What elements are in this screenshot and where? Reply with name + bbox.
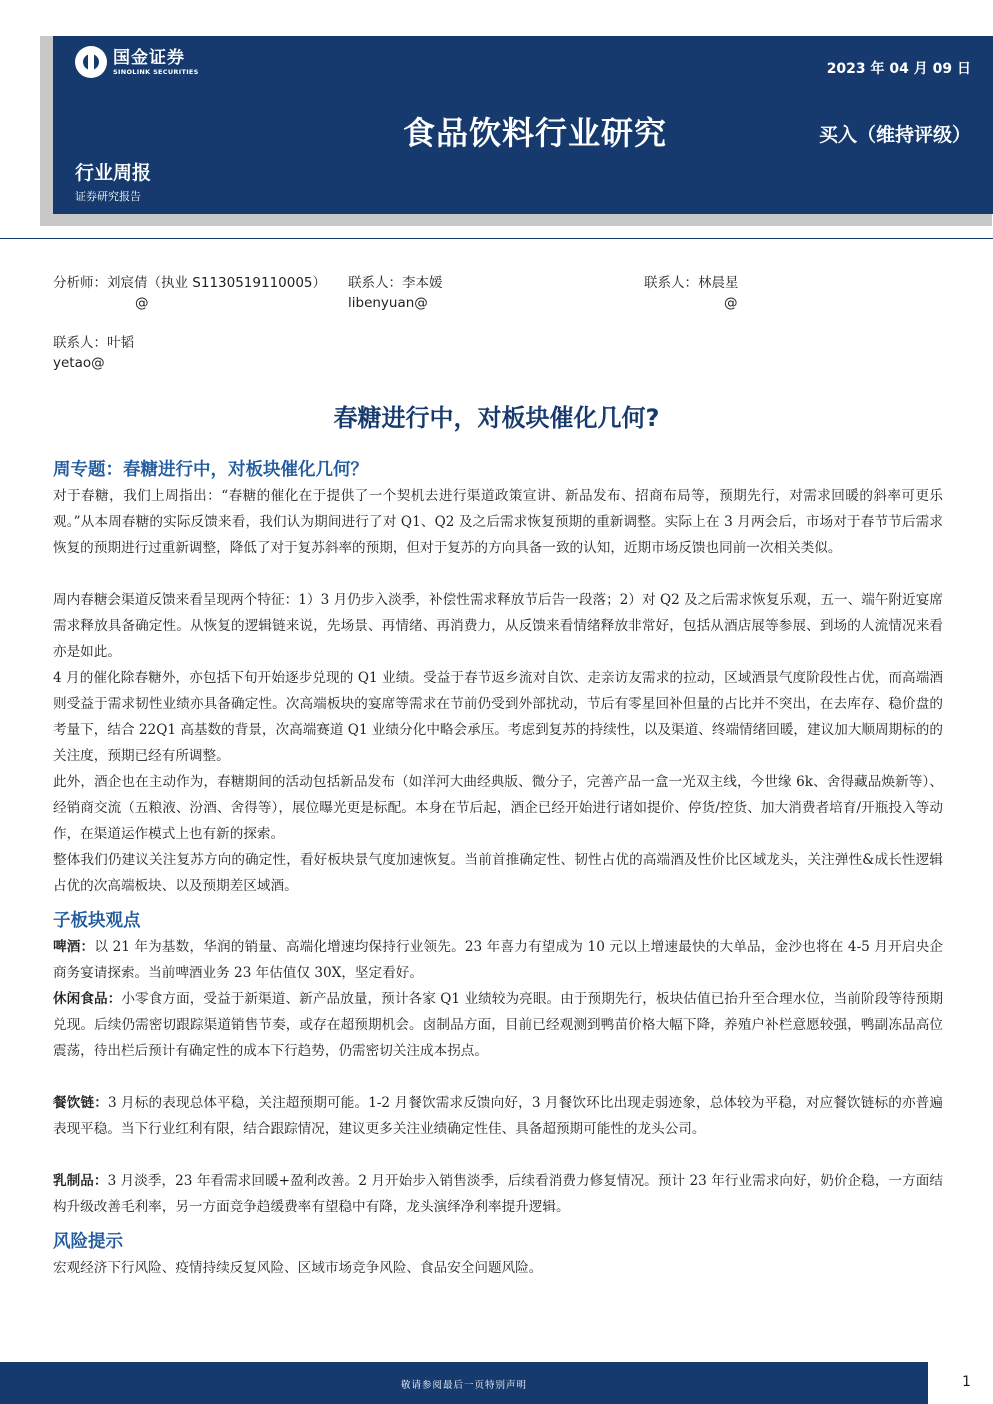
- analyst-4-name: 联系人：叶韬: [53, 335, 134, 351]
- paragraph-snack: [53, 986, 943, 1064]
- disclaimer-note: 敬请参阅最后一页特别声明: [400, 1380, 527, 1391]
- industry-title: 食品饮料行业研究: [403, 114, 668, 152]
- paragraph: 此外，酒企也在主动作为，春糖期间的活动包括新品发布（如洋河大曲经典版、微分子，完善产品一盒一光双主线，今世缘 6k、舍得藏品焕新等）、经销商交流（五粮液、汾酒、舍得等），展位曝光更是标配。本身在节后起，酒企已经开始进行诸如提价、停货/控货、加大消费者培育/开瓶投入等动作，在渠道运作模式上也有新的探索。: [53, 774, 943, 842]
- label-dairy: 乳制品：: [53, 1173, 108, 1189]
- rating: 买入（维持评级）: [818, 124, 971, 146]
- paragraph-beer: [53, 934, 943, 986]
- analyst-3-email[interactable]: @: [724, 295, 738, 311]
- section-heading-weekly: 周专题：春糖进行中，对板块催化几何？: [53, 460, 368, 480]
- paragraph: 整体我们仍建议关注复苏方向的确定性，看好板块景气度加速恢复。当前首推确定性、韧性占优的高端酒及性价比区域龙头，关注弹性&成长性逻辑占优的次高端板块、以及预期差区域酒。: [53, 852, 943, 894]
- analyst-1-name: 分析师：刘宸倩（执业 S1130519110005）: [53, 275, 327, 291]
- label-snack: 休闲食品：: [53, 991, 122, 1007]
- paragraph-dairy: [53, 1168, 943, 1220]
- report-main-title: 春糖进行中，对板块催化几何?: [333, 404, 660, 432]
- label-catering: 餐饮链：: [53, 1095, 108, 1111]
- company-logo: [75, 46, 199, 78]
- paragraph: 周内春糖会渠道反馈来看呈现两个特征：1）3 月仍步入淡季，补偿性需求释放节后告一段落；2）对 Q2 及之后需求恢复乐观，五一、端午附近宴席需求释放具备确定性。从恢复的逻辑链来说，先场景、再情绪、再消费力，从反馈来看情绪释放非常好，包括从酒店展等参展、到场的人流情况来看亦是如此。: [53, 592, 943, 660]
- paragraph: 对于春糖，我们上周指出：“春糖的催化在于提供了一个契机去进行渠道政策宣讲、新品发布、招商布局等，预期先行，对需求回暖的斜率可更乐观。”从本周春糖的实际反馈来看，我们认为期间进行了对 Q1、Q2 及之后需求恢复预期的重新调整。实际上在 3 月两会后，市场对于春节节后需求恢复的预期进行过重新调整，降低了对于复苏斜率的预期，但对于复苏的方向具备一致的认知，近期市场反馈也同前一次相关类似。: [53, 488, 943, 556]
- paragraph: 4 月的催化除春糖外，亦包括下旬开始逐步兑现的 Q1 业绩。受益于春节返乡流对自饮、走亲访友需求的拉动，区域酒景气度阶段性占优，而高端酒则受益于需求韧性业绩亦具备确定性。次高端板块的宴席等需求在节前仍受到外部扰动，节后有零星回补但量的占比并不突出，在去库存、稳价盘的考量下，结合 22Q1 高基数的背景，次高端赛道 Q1 业绩分化中略会承压。考虑到复苏的持续性，以及渠道、终端情绪回暖，建议加大顺周期标的的关注度，预期已经有所调整。: [53, 670, 943, 764]
- section-heading-subsector: 子板块观点: [53, 911, 141, 931]
- report-type: 行业周报: [75, 162, 152, 184]
- analyst-2-email[interactable]: libenyuan@: [348, 295, 428, 311]
- page-number: 1: [962, 1374, 971, 1390]
- logo-icon: [75, 46, 107, 78]
- analyst-1-email[interactable]: @: [135, 295, 149, 311]
- analyst-2-name: 联系人：李本媛: [348, 275, 443, 291]
- report-date: 2023 年 04 月 09 日: [826, 61, 971, 77]
- label-beer: 啤酒：: [53, 939, 95, 955]
- analyst-3-name: 联系人：林晨星: [644, 275, 739, 291]
- report-header: [53, 36, 993, 214]
- divider: [0, 238, 993, 239]
- paragraph-catering: [53, 1090, 943, 1142]
- paragraph-risk: 宏观经济下行风险、疫情持续反复风险、区域市场竞争风险、食品安全问题风险。: [53, 1260, 543, 1276]
- logo-name-cn: 国金证券: [113, 48, 185, 68]
- text-snack: 小零食方面，受益于新渠道、新产品放量，预计各家 Q1 业绩较为亮眼。由于预期先行，板块估值已抬升至合理水位，当前阶段等待预期兑现。后续仍需密切跟踪渠道销售节奏，或存在超预期机会。卤制品方面，目前已经观测到鸭苗价格大幅下降，养殖户补栏意愿较强，鸭副冻品高位震荡，待出栏后预计有确定性的成本下行趋势，仍需密切关注成本拐点。: [53, 991, 943, 1059]
- text-catering: 3 月标的表现总体平稳，关注超预期可能。1-2 月餐饮需求反馈向好，3 月餐饮环比出现走弱迹象，总体较为平稳，对应餐饮链标的亦普遍表现平稳。当下行业红利有限，结合跟踪情况，建议更多关注业绩确定性佳、具备超预期可能性的龙头公司。: [53, 1095, 944, 1137]
- report-category: 证券研究报告: [75, 190, 141, 203]
- text-beer: 以 21 年为基数，华润的销量、高端化增速均保持行业领先。23 年喜力有望成为 10 元以上增速最快的大单品，金沙也将在 4-5 月开启央企商务宴请探索。当前啤酒业务 23 年估值仅 30X，坚定看好。: [53, 939, 943, 981]
- section-heading-risk: 风险提示: [53, 1232, 123, 1252]
- text-dairy: 3 月淡季，23 年看需求回暖+盈利改善。2 月开始步入销售淡季，后续看消费力修复情况。预计 23 年行业需求向好，奶价企稳，一方面结构升级改善毛利率，另一方面竞争趋缓费率有望稳中有降，龙头演绎净利率提升逻辑。: [53, 1173, 944, 1215]
- analyst-4-email[interactable]: yetao@: [53, 355, 105, 371]
- logo-name-en: SINOLINK SECURITIES: [113, 68, 199, 76]
